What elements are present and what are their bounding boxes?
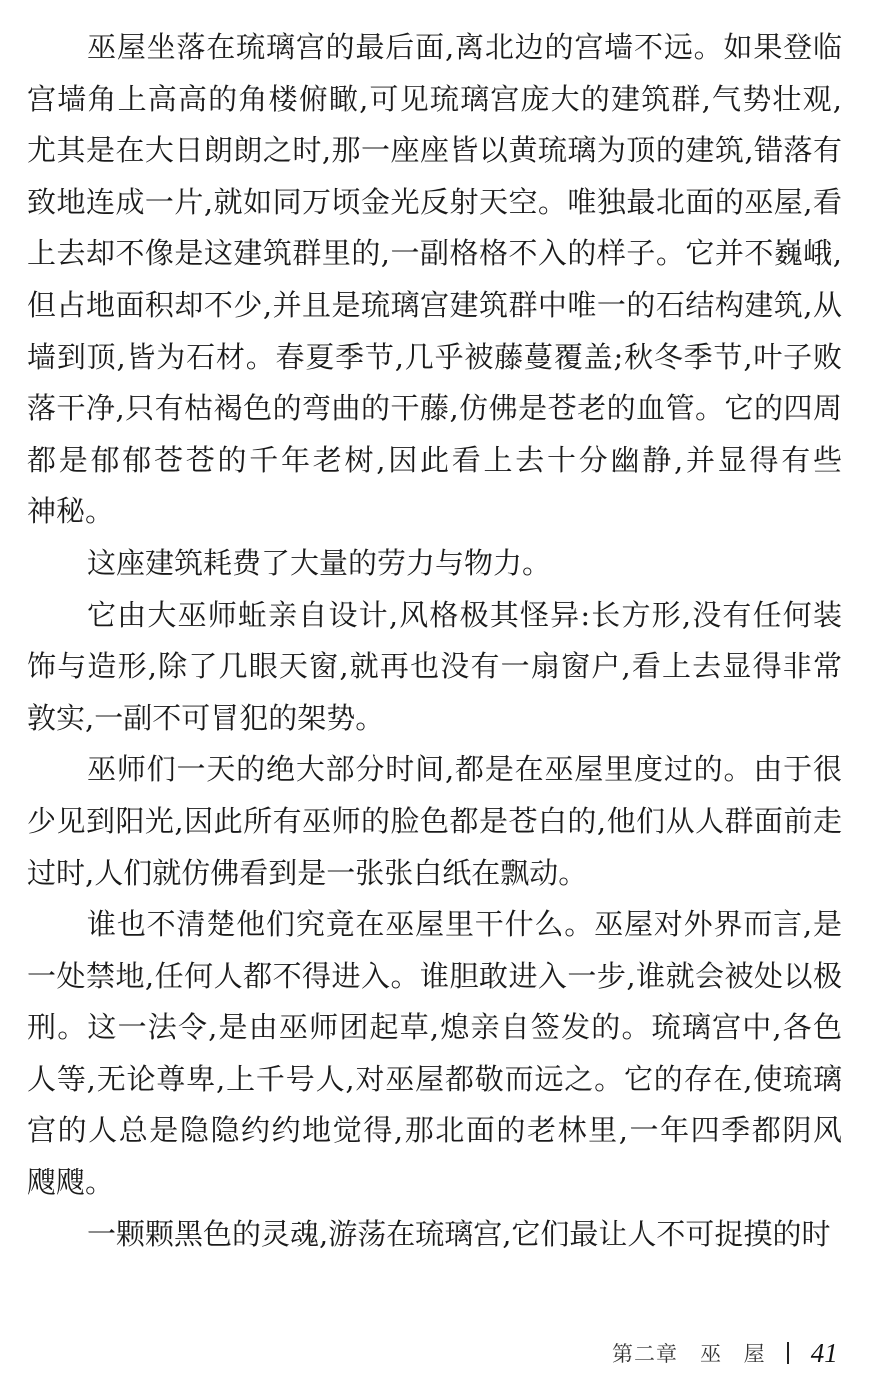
text-line: 饰与造形,除了几眼天窗,就再也没有一扇窗户,看上去显得非常 [27, 649, 842, 684]
text-line: 飕飕。 [27, 1165, 115, 1200]
text-line: 少见到阳光,因此所有巫师的脸色都是苍白的,他们从人群面前走 [27, 803, 842, 838]
book-page-body [27, 22, 842, 1260]
text-line: 落干净,只有枯褐色的弯曲的干藤,仿佛是苍老的血管。它的四周 [27, 391, 842, 426]
text-line: 都是郁郁苍苍的千年老树,因此看上去十分幽静,并显得有些 [27, 442, 842, 477]
text-line: 敦实,一副不可冒犯的架势。 [27, 700, 385, 735]
paragraph [27, 899, 842, 1209]
chapter-label: 第二章 [612, 1342, 678, 1366]
text-line: 宫的人总是隐隐约约地觉得,那北面的老林里,一年四季都阴风 [27, 1113, 842, 1148]
paragraph [27, 1209, 842, 1261]
text-line: 这座建筑耗费了大量的劳力与物力。 [87, 545, 552, 580]
page-footer [612, 1333, 838, 1373]
text-line: 尤其是在大日朗朗之时,那一座座皆以黄琉璃为顶的建筑,错落有 [27, 133, 842, 168]
text-line: 谁也不清楚他们究竟在巫屋里干什么。巫屋对外界而言,是 [87, 907, 842, 942]
text-line: 巫屋坐落在琉璃宫的最后面,离北边的宫墙不远。如果登临 [87, 30, 842, 64]
text-line: 墙到顶,皆为石材。春夏季节,几乎被藤蔓覆盖;秋冬季节,叶子败 [27, 339, 842, 374]
text-line: 它由大巫师蚯亲自设计,风格极其怪异:长方形,没有任何装 [87, 597, 842, 632]
paragraph [27, 744, 842, 899]
page-number: 41 [810, 1337, 838, 1368]
footer-divider [787, 1342, 789, 1364]
paragraph [27, 590, 842, 745]
text-line: 致地连成一片,就如同万顷金光反射天空。唯独最北面的巫屋,看 [27, 184, 842, 219]
text-line: 巫师们一天的绝大部分时间,都是在巫屋里度过的。由于很 [87, 752, 842, 787]
text-line: 刑。这一法令,是由巫师团起草,熄亲自签发的。琉璃宫中,各色 [27, 1010, 842, 1045]
paragraph [27, 538, 842, 590]
paragraph [27, 22, 842, 538]
text-line: 宫墙角上高高的角楼俯瞰,可见琉璃宫庞大的建筑群,气势壮观, [27, 81, 842, 116]
text-line: 过时,人们就仿佛看到是一张张白纸在飘动。 [27, 855, 588, 890]
text-line: 上去却不像是这建筑群里的,一副格格不入的样子。它并不巍峨, [27, 236, 842, 271]
chapter-title: 巫 屋 [700, 1342, 773, 1366]
text-line: 一处禁地,任何人都不得进入。谁胆敢进入一步,谁就会被处以极 [27, 958, 842, 993]
text-line: 神秘。 [27, 494, 115, 529]
text-line: 人等,无论尊卑,上千号人,对巫屋都敬而远之。它的存在,使琉璃 [27, 1061, 842, 1096]
text-line: 但占地面积却不少,并且是琉璃宫建筑群中唯一的石结构建筑,从 [27, 287, 842, 322]
text-line: 一颗颗黑色的灵魂,游荡在琉璃宫,它们最让人不可捉摸的时 [87, 1216, 831, 1251]
